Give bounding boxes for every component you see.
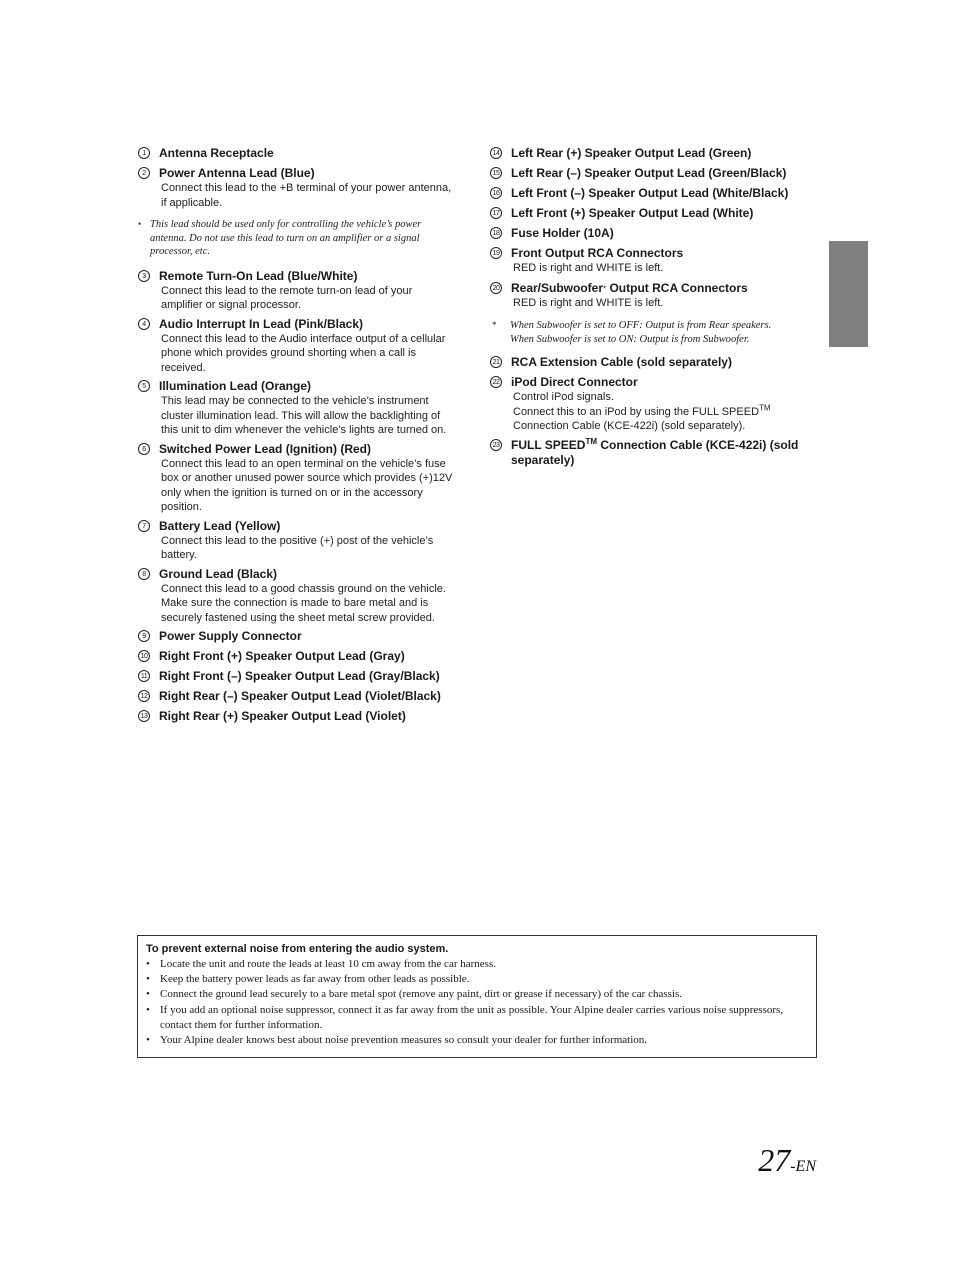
- list-item: • Connect the ground lead securely to a bare metal spot (remove any paint, dirt or grease if necessary) of the car chassis.: [146, 987, 808, 1002]
- item-title: Power Supply Connector: [159, 629, 302, 643]
- item-number: 17: [490, 207, 502, 219]
- note-line: antenna. Do not use this lead to turn on an amplifier or a signal: [150, 232, 420, 244]
- item-title: Power Antenna Lead (Blue): [159, 166, 315, 180]
- note-line: When Subwoofer is set to ON: Output is from Subwoofer.: [510, 333, 750, 345]
- item-title: Switched Power Lead (Ignition) (Red): [159, 441, 372, 456]
- note-line: processor, etc.: [150, 246, 210, 257]
- item-title: [511, 281, 748, 296]
- item-number: 23: [490, 439, 502, 451]
- item-23: [490, 438, 820, 468]
- desc-line: position.: [161, 501, 202, 513]
- item-number: 3: [138, 270, 150, 282]
- item-title: Left Front (–) Speaker Output Lead (White/Black): [511, 186, 789, 200]
- item-number: 10: [138, 650, 150, 662]
- desc-line: Connection Cable (KCE-422i) (sold separately).: [513, 420, 746, 433]
- item-title: [511, 438, 798, 468]
- item-number: 11: [138, 670, 150, 682]
- item-title: iPod Direct Connector: [511, 375, 638, 390]
- item-number: 20: [490, 282, 502, 294]
- desc-line: Make sure the connection is made to bare metal and is: [161, 597, 429, 609]
- item-1: [138, 146, 466, 161]
- item-number: 16: [490, 187, 502, 199]
- item-11: [138, 669, 466, 684]
- item-number: 4: [138, 318, 150, 330]
- item-8: [138, 567, 466, 626]
- item-number: 22: [490, 376, 502, 388]
- item-description: [513, 296, 820, 311]
- desc-line: [513, 405, 820, 420]
- desc-line: cluster illumination lead. This will allow the backlighting of: [161, 409, 441, 422]
- desc-line: Connect this lead to the Audio interface output of a cellular: [161, 332, 446, 345]
- title-part: separately): [511, 452, 575, 467]
- desc-line: if applicable.: [161, 196, 223, 209]
- noise-prevention-box: [137, 935, 817, 1058]
- item-description: [161, 332, 466, 376]
- item-9: [138, 629, 466, 644]
- item-number: 8: [138, 568, 150, 580]
- item-18: [490, 226, 820, 241]
- left-column: [138, 146, 466, 724]
- desc-line: securely fastened using the sheet metal screw provided.: [161, 611, 435, 624]
- item-title: Front Output RCA Connectors: [511, 246, 684, 260]
- right-column: [490, 146, 820, 468]
- note-line: When Subwoofer is set to OFF: Output is from Rear speakers.: [510, 320, 772, 332]
- section-tab: [829, 241, 868, 347]
- item-15: [490, 166, 820, 181]
- item-description: [513, 390, 820, 434]
- item-6: [138, 442, 466, 515]
- item-title: Audio Interrupt In Lead (Pink/Black): [159, 316, 364, 331]
- desc-line: This lead may be connected to the vehicle’s instrument: [161, 395, 429, 407]
- item-number: 14: [490, 147, 502, 159]
- item-title: Fuse Holder (10A): [511, 226, 614, 240]
- item-20: [490, 281, 820, 311]
- item-title: Right Rear (+) Speaker Output Lead (Violet): [159, 709, 406, 723]
- list-item: • Locate the unit and route the leads at least 10 cm away from the car harness.: [146, 957, 808, 972]
- item-4: [138, 317, 466, 376]
- desc-line: Connect this lead to an open terminal on the vehicle’s fuse: [161, 457, 446, 470]
- trademark-mark: TM: [585, 436, 598, 446]
- title-part: Connection Cable (KCE-422i) (sold: [597, 437, 799, 452]
- desc-line: Connect this lead to the +B terminal of your power antenna,: [161, 182, 452, 194]
- item-title: Remote Turn-On Lead (Blue/White): [159, 268, 358, 283]
- item-description: [161, 284, 466, 313]
- footnote-mark: *: [603, 283, 607, 293]
- page-number: [758, 1142, 816, 1179]
- item-description: [161, 394, 466, 438]
- desc-line: Connect this lead to the remote turn-on lead of your: [161, 284, 413, 297]
- item-number: 9: [138, 630, 150, 642]
- item-number: 13: [138, 710, 150, 722]
- item-13: [138, 709, 466, 724]
- page-language-suffix: -EN: [790, 1158, 816, 1175]
- noise-title: To prevent external noise from entering the audio system.: [146, 943, 449, 955]
- item-number: 7: [138, 520, 150, 532]
- item-description: [161, 582, 466, 626]
- item-3: [138, 269, 466, 313]
- item-19: [490, 246, 820, 276]
- item-number: 1: [138, 147, 150, 159]
- item-16: [490, 186, 820, 201]
- page-number-digits: 27: [758, 1142, 791, 1178]
- item-21: [490, 355, 820, 370]
- list-item: • Keep the battery power leads as far away from other leads as possible.: [146, 972, 808, 987]
- desc-part: Connect this to an iPod by using the FULL SPEED: [513, 405, 760, 418]
- item-title: Left Rear (+) Speaker Output Lead (Green): [511, 146, 752, 160]
- trademark-mark: TM: [759, 403, 771, 413]
- title-part: Rear/Subwoofer: [511, 280, 604, 295]
- item-description: [513, 261, 820, 276]
- item-title: Illumination Lead (Orange): [159, 379, 312, 393]
- desc-line: RED is right and WHITE is left.: [513, 296, 664, 309]
- item-17: [490, 206, 820, 221]
- item-2: [138, 166, 466, 210]
- item-title: Antenna Receptacle: [159, 146, 274, 160]
- desc-line: battery.: [161, 549, 197, 561]
- item-title: Right Front (+) Speaker Output Lead (Gray): [159, 649, 405, 663]
- desc-line: Connect this lead to a good chassis ground on the vehicle.: [161, 582, 446, 595]
- list-item: • Your Alpine dealer knows best about noise prevention measures so consult your dealer for further information.: [146, 1033, 808, 1048]
- item-title: Left Rear (–) Speaker Output Lead (Green/Black): [511, 166, 787, 180]
- desc-line: received.: [161, 361, 206, 374]
- item-number: 15: [490, 167, 502, 179]
- item-12: [138, 689, 466, 704]
- item-22: [490, 375, 820, 434]
- desc-line: Control iPod signals.: [513, 391, 614, 404]
- bullet-mark: •: [138, 219, 142, 229]
- antenna-note: [138, 218, 466, 259]
- desc-line: amplifier or signal processor.: [161, 299, 302, 311]
- item-description: [161, 181, 466, 210]
- desc-line: phone which provides ground shorting when a call is: [161, 347, 416, 359]
- item-description: [161, 534, 466, 563]
- desc-line: only when the ignition is turned on or in the accessory: [161, 486, 423, 499]
- item-number: 2: [138, 167, 150, 179]
- title-part: FULL SPEED: [511, 437, 586, 452]
- item-number: 6: [138, 443, 150, 455]
- desc-line: Connect this lead to the positive (+) post of the vehicle’s: [161, 534, 434, 547]
- item-title: Left Front (+) Speaker Output Lead (White): [511, 206, 754, 220]
- desc-line: box or another unused power source which provides (+)12V: [161, 472, 453, 484]
- item-7: [138, 519, 466, 563]
- item-number: 18: [490, 227, 502, 239]
- item-10: [138, 649, 466, 664]
- item-number: 5: [138, 380, 150, 392]
- item-number: 21: [490, 356, 502, 368]
- title-part: Output RCA Connectors: [606, 280, 748, 295]
- item-14: [490, 146, 820, 161]
- item-title: RCA Extension Cable (sold separately): [511, 355, 732, 370]
- item-5: [138, 379, 466, 438]
- item-description: [161, 457, 466, 515]
- item-title: Right Front (–) Speaker Output Lead (Gray/Black): [159, 669, 440, 683]
- footnote-mark: *: [492, 320, 497, 331]
- noise-list: [146, 957, 808, 1048]
- note-line: This lead should be used only for controlling the vehicle’s power: [150, 219, 422, 230]
- item-title: Battery Lead (Yellow): [159, 518, 281, 533]
- item-title: Right Rear (–) Speaker Output Lead (Violet/Black): [159, 689, 441, 703]
- list-item: • If you add an optional noise suppressor, connect it as far away from the unit as possible. Your Alpine dealer carries various noise suppressors, contact them for further information.: [146, 1003, 808, 1033]
- item-number: 12: [138, 690, 150, 702]
- item-title: Ground Lead (Black): [159, 566, 278, 581]
- subwoofer-note: [492, 319, 820, 346]
- desc-line: this unit to dim whenever the vehicle’s lights are turned on.: [161, 424, 447, 436]
- desc-line: RED is right and WHITE is left.: [513, 262, 664, 274]
- item-number: 19: [490, 247, 502, 259]
